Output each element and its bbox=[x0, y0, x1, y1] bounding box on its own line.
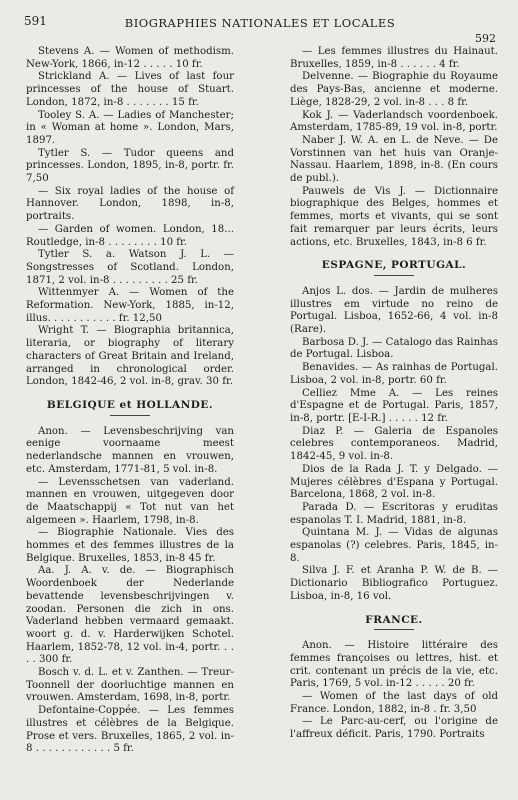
section-heading-label: ESPAGNE, PORTUGAL. bbox=[321, 259, 467, 272]
list-item: Wright T. — Biographia britannica, literaria, or biography of literary characters of Great Britain and Ireland, arranged in chronological order. London, 1842-46, 2 vol. in-8, grav. 30 fr. bbox=[26, 325, 234, 388]
right-column bbox=[290, 46, 498, 742]
list-item: Barbosa D. J. — Catalogo das Rainhas de Portugal. Lisboa. bbox=[290, 336, 498, 361]
list-item: — Les femmes illustres du Hainaut. Bruxelles, 1859, in-8 . . . . . . 4 fr. bbox=[290, 46, 498, 70]
list-item: Defontaine-Coppée. — Les femmes illustres et célèbres de la Belgique. Prose et vers. Bruxelles, 1865, 2 vol. in-8 . . . . . . . . . . . . 5 fr. bbox=[26, 705, 234, 755]
list-item: — Women of the last days of old France. London, 1882, in-8 . fr. 3,50 bbox=[290, 691, 498, 715]
list-item: — Biographie Nationale. Vies des hommes et des femmes illustres de la Belgique. Bruxelles, 1853, in-8 45 fr. bbox=[26, 527, 234, 564]
page-number-right: 592 bbox=[475, 32, 496, 45]
section-heading-france bbox=[290, 614, 498, 631]
list-item: Anon. — Levensbeschrijving van eenige voornaame meest nederlandsche mannen en vrouwen, etc. Amsterdam, 1771-81, 5 vol. in-8. bbox=[26, 425, 234, 475]
list-item: Quintana M. J. — Vidas de algunas espanolas (?) celebres. Paris, 1845, in-8. bbox=[290, 527, 498, 564]
list-item: Kok J. — Vaderlandsch voordenboek. Amsterdam, 1785-89, 19 vol. in-8, portr. bbox=[290, 109, 498, 134]
list-item: Aa. J. A. v. de. — Biographisch Woordenboek der Nederlande bevattende levensbeschrijvingen v. zoodan. Personen die zich in ons. Vaderland hebben vermaard gemaakt. woort g. d. v. Harderwijken Schotel. Haarlem, 1852-78, 12 vol. in-4, portr. . . . . 300 fr. bbox=[26, 565, 234, 666]
list-item: Anjos L. dos. — Jardin de mulheres illustres em virtude no reino de Portugal. Lisboa, 1652-66, 4 vol. in-8 (Rare). bbox=[290, 285, 498, 336]
list-item: Tytler S. — Tudor queens and princesses. London, 1895, in-8, portr. fr. 7,50 bbox=[26, 147, 234, 185]
list-item: Delvenne. — Biographie du Royaume des Pays-Bas, ancienne et moderne. Liège, 1828-29, 2 vol. in-8 . . . 8 fr. bbox=[290, 71, 498, 108]
list-item: Celliez Mme A. — Les reines d'Espagne et de Portugal. Paris, 1857, in-8, portr. [E-I-R.] . . . . . 12 fr. bbox=[290, 387, 498, 424]
heading-rule bbox=[374, 275, 414, 276]
running-title: BIOGRAPHIES NATIONALES ET LOCALES bbox=[124, 16, 396, 30]
list-item: Stevens A. — Women of methodism. New-York, 1866, in-12 . . . . . 10 fr. bbox=[26, 46, 234, 70]
list-item: Pauwels de Vis J. — Dictionnaire biographique des Belges, hommes et femmes, morts et vivants, qui se sont fait remarquer par leurs écrits, leurs actions, etc. Bruxelles, 1843, in-8 6 fr. bbox=[290, 185, 498, 248]
list-item: — Le Parc-au-cerf, ou l'origine de l'affreux déficit. Paris, 1790. Portraits bbox=[290, 716, 498, 741]
list-item: — Garden of women. London, 18... Routledge, in-8 . . . . . . . . 10 fr. bbox=[26, 223, 234, 248]
list-item: Silva J. F. et Aranha P. W. de B. — Dictionario Bibliografico Portuguez. Lisboa, in-8, 16 vol. bbox=[290, 565, 498, 602]
section-heading-espagne bbox=[290, 259, 498, 276]
list-item: Bosch v. d. L. et v. Zanthen. — Treur-Toonnell der doorluchtige mannen en vrouwen. Amsterdam, 1698, in-8, portr. bbox=[26, 667, 234, 704]
list-item: Benavides. — As rainhas de Portugal. Lisboa, 2 vol. in-8, portr. 60 fr. bbox=[290, 362, 498, 386]
list-item: Tooley S. A. — Ladies of Manchester; in « Woman at home ». London, Mars, 1897. bbox=[26, 109, 234, 146]
page-number-left: 591 bbox=[24, 14, 47, 28]
list-item: Anon. — Histoire littéraire des femmes françoises ou lettres, hist. et crit. contenant un précis de la vie, etc. Paris, 1769, 5 vol. in-12 . . . . . 20 fr. bbox=[290, 640, 498, 690]
page-header bbox=[24, 14, 496, 45]
heading-rule bbox=[110, 415, 150, 416]
list-item: Diaz P. — Galeria de Espanoles celebres contemporaneos. Madrid, 1842-45, 9 vol. in-8. bbox=[290, 425, 498, 463]
list-item: Tytler S. a. Watson J. L. — Songstresses of Scotland. London, 1871, 2 vol. in-8 . . . . . . . . . 25 fr. bbox=[26, 249, 234, 286]
section-heading-belgique bbox=[26, 399, 234, 416]
list-item: Naber J. W. A. en L. de Neve. — De Vorstinnen van het huis van Oranje-Nassau. Haarlem, 1898, in-8. (En cours de publ.). bbox=[290, 134, 498, 185]
list-item: Parada D. — Escritoras y eruditas espanolas T. I. Madrid, 1881, in-8. bbox=[290, 501, 498, 526]
section-heading-label: BELGIQUE et HOLLANDE. bbox=[46, 398, 214, 411]
list-item: — Levensschetsen van vaderland. mannen en vrouwen, uitgegeven door de Maatschappij « Tot nut van het algemeen ». Haarlem, 1798, in-8. bbox=[26, 476, 234, 526]
heading-rule bbox=[374, 629, 414, 630]
list-item: Wittenmyer A. — Women of the Reformation. New-York, 1885, in-12, illus. . . . . . . . . . . fr. 12,50 bbox=[26, 287, 234, 324]
left-column bbox=[26, 46, 234, 756]
list-item: Dios de la Rada J. T. y Delgado. — Mujeres célèbres d'Espana y Portugal. Barcelona, 1868, 2 vol. in-8. bbox=[290, 463, 498, 501]
list-item: Strickland A. — Lives of last four princesses of the house of Stuart. London, 1872, in-8 . . . . . . . 15 fr. bbox=[26, 71, 234, 108]
section-heading-label: FRANCE. bbox=[365, 613, 423, 626]
list-item: — Six royal ladies of the house of Hannover. London, 1898, in-8, portraits. bbox=[26, 185, 234, 223]
